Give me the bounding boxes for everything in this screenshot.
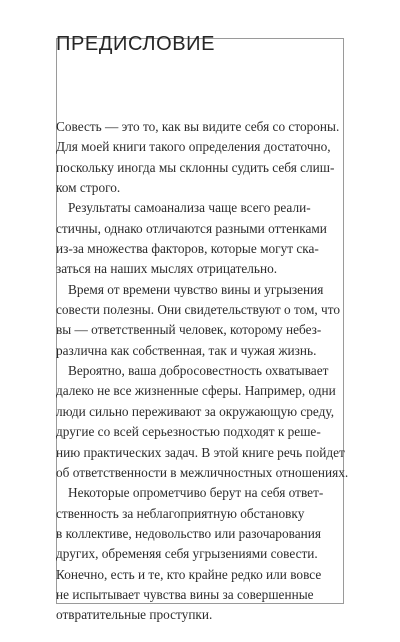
text-line: поскольку иногда мы склонны судить себя слиш- — [56, 159, 335, 175]
paragraph-4 — [56, 361, 349, 483]
text-line: других, обременяя себя угрызениями совести. — [56, 546, 318, 562]
text-line: ственность за неблагоприятную обстановку — [56, 505, 305, 521]
text-line: другие со всей серьезностью подходят к реше- — [56, 424, 321, 440]
text-line: Результаты самоанализа чаще всего реали- — [68, 200, 311, 216]
text-line: не испытывает чувства вины за совершенные — [56, 586, 314, 602]
paragraph-5 — [56, 483, 324, 625]
text-line: отвратительные проступки. — [56, 607, 213, 623]
text-line: стичны, однако отличаются разными оттенками — [56, 220, 327, 236]
text-line: Конечно, есть и те, кто крайне редко или вовсе — [56, 566, 322, 582]
body-text — [56, 117, 349, 626]
text-line: из-за множества факторов, которые могут ска- — [56, 241, 319, 257]
paragraph-3 — [56, 280, 341, 361]
chapter-heading: ПРЕДИСЛОВИЕ — [56, 33, 216, 55]
paragraph-2 — [56, 198, 327, 279]
text-line: вы — ответственный человек, которому небез- — [56, 322, 322, 338]
text-line: нию практических задач. В этой книге речь пойдет — [56, 444, 345, 460]
text-line: различна как собственная, так и чужая жизнь. — [56, 342, 317, 358]
text-line: Некоторые опрометчиво берут на себя ответ- — [68, 485, 324, 501]
text-line: Для моей книги такого определения достаточно, — [56, 139, 331, 155]
text-line: Совесть — это то, как вы видите себя со стороны. — [56, 119, 340, 134]
text-line: Время от времени чувство вины и угрызения — [68, 281, 324, 297]
text-line: в коллективе, недовольство или разочарования — [56, 525, 321, 541]
paragraph-1 — [56, 117, 340, 198]
text-line: люди сильно переживают за окружающую среду, — [56, 403, 335, 419]
text-line: далеко не все жизненные сферы. Например, одни — [56, 383, 336, 399]
text-line: об ответственности в межличностных отношениях. — [56, 464, 349, 480]
text-line: Вероятно, ваша добросовестность охватывает — [68, 363, 329, 379]
text-line: заться на наших мыслях отрицательно. — [56, 261, 278, 277]
text-line: ком строго. — [56, 180, 121, 196]
text-line: совести полезны. Они свидетельствуют о том, что — [56, 302, 341, 318]
